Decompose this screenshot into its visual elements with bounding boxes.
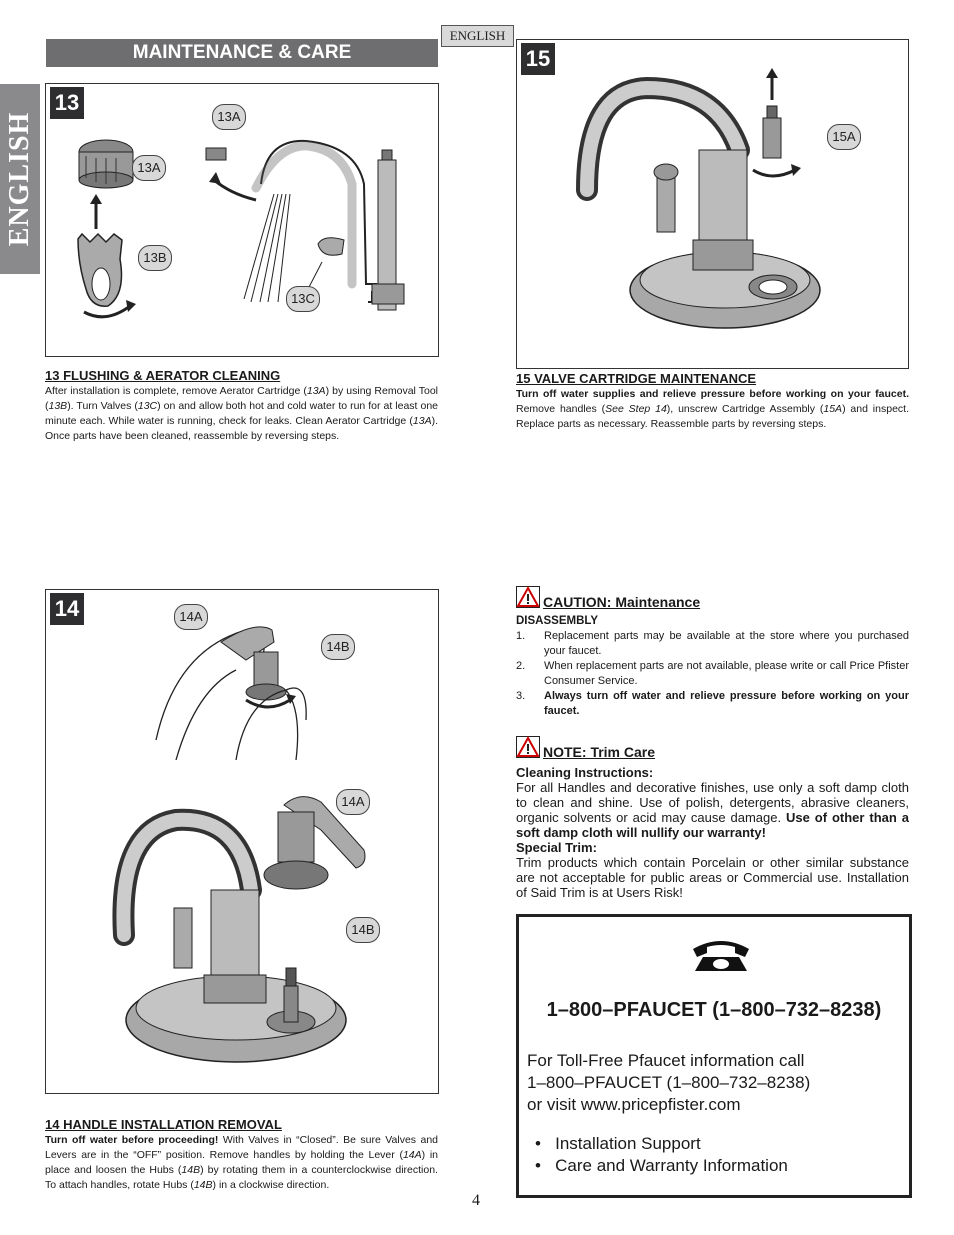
bullet: • [535, 1156, 556, 1175]
special-trim-text: Trim products which contain Porcelain or other similar substance are not acceptable for public areas or Commercial use. Installation of Said Trim is at Users Risk! [516, 855, 909, 900]
callout-14b-top: 14B [321, 634, 355, 660]
list-item [535, 1133, 895, 1155]
language-tag: ENGLISH [441, 25, 514, 47]
contact-info [527, 1050, 897, 1116]
caution-list [516, 629, 909, 719]
text-run: ). Once parts have been cleaned, reassemble by reversing steps. [45, 415, 438, 442]
list-number: 2. [516, 660, 526, 672]
website-link[interactable]: or visit www.pricepfister.com [527, 1095, 741, 1114]
list-item [516, 689, 909, 719]
step-number-15: 15 [521, 43, 555, 75]
text-run: ) on and allow both hot and cold water to run for at least one minute each. While water is running, check for leaks. Clean Aerator Cartridge ( [45, 400, 438, 427]
step-14-text [45, 1133, 438, 1193]
phone-number-headline: 1–800–PFAUCET (1–800–732–8238) [546, 999, 882, 1021]
text-run: ) by using Removal Tool ( [45, 385, 438, 412]
callout-14a-bottom: 14A [336, 789, 370, 815]
support-list [535, 1133, 895, 1177]
cleaning-heading: Cleaning Instructions: [516, 765, 654, 780]
list-text: When replacement parts are not available, please write or call Price Pfister Consumer Service. [544, 660, 909, 687]
step-13-text [45, 384, 438, 444]
step-13-title: 13 FLUSHING & AERATOR CLEANING [45, 368, 281, 383]
note-title: NOTE: Trim Care [543, 744, 656, 760]
step-number-14: 14 [50, 593, 84, 625]
text-run: ) and inspect. Replace parts as necessary. Reassemble parts by reversing steps. [516, 403, 909, 430]
step-15-title: 15 VALVE CARTRIDGE MAINTENANCE [516, 371, 757, 386]
text-ref: See Step 14 [605, 403, 667, 415]
contact-line: 1–800–PFAUCET (1–800–732–8238) [527, 1073, 811, 1092]
list-item [516, 629, 909, 659]
special-trim-heading: Special Trim: [516, 840, 597, 855]
text-ref: 13A [306, 385, 326, 397]
note-body [516, 765, 909, 900]
figure-15 [516, 39, 909, 369]
caution-title: CAUTION: Maintenance [543, 594, 701, 610]
contact-box [516, 914, 912, 1198]
list-text: Care and Warranty Information [555, 1156, 788, 1175]
text-run: ). Turn Valves ( [67, 400, 138, 412]
text-emphasis: Use of other than a soft damp cloth will nullify our warranty! [516, 810, 909, 840]
text-run: ) in place and loosen the Hubs ( [45, 1149, 438, 1176]
text-run: ), unscrew Cartridge Assembly ( [666, 403, 824, 415]
note-warning-icon [516, 736, 540, 758]
handle-installation-illustration [46, 590, 438, 1093]
text-emphasis: Turn off water supplies and relieve pressure before working on your faucet. [516, 388, 909, 400]
step-number-13: 13 [50, 87, 84, 119]
valve-cartridge-illustration [517, 40, 908, 368]
list-text: Always turn off water and relieve pressure before working on your faucet. [544, 690, 909, 717]
text-ref: 15A [823, 403, 843, 415]
text-run: With Valves in “Closed”. Be sure Valves and Levers are in the “OFF” position. Remove handles by holding the Lever ( [45, 1134, 439, 1161]
text-ref: 14B [193, 1179, 213, 1191]
list-number: 1. [516, 630, 526, 642]
text-ref: 14A [402, 1149, 422, 1161]
cleaning-text [516, 780, 909, 840]
callout-13a-aerator: 13A [132, 155, 166, 181]
page-number: 4 [472, 1192, 480, 1209]
callout-13b: 13B [138, 245, 172, 271]
text-ref: 14B [181, 1164, 201, 1176]
language-side-tab [0, 84, 40, 274]
text-run: ) in a clockwise direction. [212, 1179, 330, 1191]
step-15-text [516, 387, 909, 432]
callout-15a: 15A [827, 124, 861, 150]
figure-13 [45, 83, 439, 357]
telephone-icon [689, 937, 753, 973]
text-ref: 13A [412, 415, 432, 427]
list-number: 3. [516, 690, 526, 702]
list-text: Replacement parts may be available at the store where you purchased your faucet. [544, 630, 909, 657]
list-item [535, 1155, 895, 1177]
bullet: • [535, 1134, 556, 1153]
text-run: ) by rotating them in a counterclockwise direction. To attach handles, rotate Hubs ( [45, 1164, 438, 1191]
text-ref: 13C [137, 400, 158, 412]
text-emphasis: Turn off water before proceeding! [45, 1134, 219, 1146]
contact-line: For Toll-Free Pfaucet information call [527, 1051, 805, 1070]
caution-warning-icon [516, 586, 540, 608]
caution-subtitle: DISASSEMBLY [516, 615, 599, 627]
step-14-title: 14 HANDLE INSTALLATION REMOVAL [45, 1117, 282, 1132]
section-header: MAINTENANCE & CARE [46, 39, 438, 67]
list-text: Installation Support [555, 1134, 701, 1153]
list-item [516, 659, 909, 689]
callout-13c: 13C [286, 286, 320, 312]
text-ref: 13B [48, 400, 68, 412]
callout-14b-bottom: 14B [346, 917, 380, 943]
text-run: Remove handles ( [516, 403, 606, 415]
text-run: For all Handles and decorative finishes, use only a soft damp cloth to clean and shine. Use of polish, detergents, abrasive cleaners, organic solvents or acid may cause damage. [516, 780, 909, 825]
side-tab-label: ENGLISH [4, 111, 35, 247]
text-run: After installation is complete, remove Aerator Cartridge ( [45, 385, 307, 397]
figure-14 [45, 589, 439, 1094]
callout-14a-top: 14A [174, 604, 208, 630]
callout-13a-top: 13A [212, 104, 246, 130]
